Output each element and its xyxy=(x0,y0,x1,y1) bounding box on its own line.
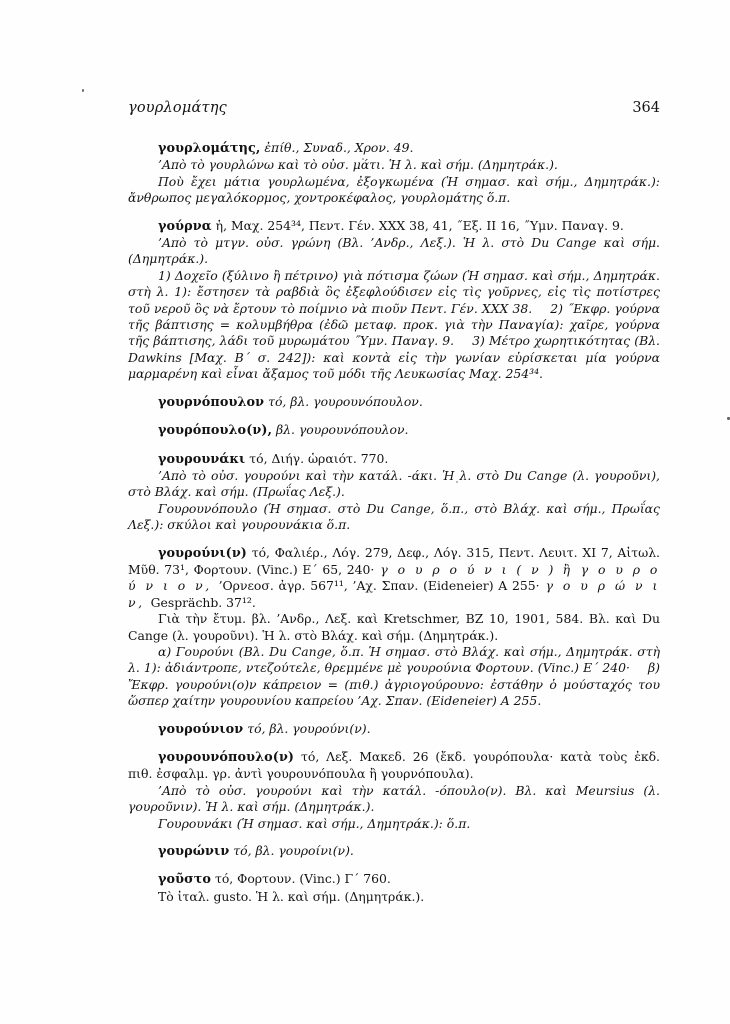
entry-head-references: τό, Διήγ. ὡραιότ. 770. xyxy=(245,450,389,466)
dictionary-entry xyxy=(128,545,660,710)
entry-senses xyxy=(128,268,660,383)
entry-text: ’Απὸ τὸ μτγν. οὐσ. γρώνη (Βλ. ’Ανδρ., Λεξ.). Ἡ λ. στὸ Du Cange καὶ σήμ. (Δημητράκ.). xyxy=(128,235,660,267)
entry-head-references: τό, βλ. γουροίνι(ν). xyxy=(229,843,354,859)
entry-lemma: γουρόπουλο(ν), xyxy=(158,423,273,439)
text-column xyxy=(128,140,660,905)
entry-text: Τὸ ἰταλ. gusto. Ἡ λ. καὶ σήμ. (Δημητράκ.). xyxy=(158,888,425,904)
entry-headline xyxy=(128,871,660,888)
entry-text: Γιὰ τὴν ἔτυμ. βλ. ’Ανδρ., Λεξ. καὶ Kretschmer, BZ 10, 1901, 584. Βλ. καὶ Du Cange (λ. γουροῦνι). Ἡ λ. στὸ Βλάχ. καὶ σήμ. (Δημητράκ.). xyxy=(128,611,660,643)
entry-headline xyxy=(128,422,660,439)
dictionary-entry xyxy=(128,843,660,860)
sense-alpha: α) Γουρούνι (Βλ. Du Cange, ὅ.π. Ἡ σημασ. στὸ Βλάχ. καὶ σήμ., Δημητράκ. στὴ λ. 1): ἀδιάντροπε, ντεζούτελε, θρεμμένε μὲ γουρούνια Φορτουν. (Vinc.) Ε΄ 240· xyxy=(128,643,660,676)
entry-references: ’Ορνεοσ. ἀγρ. 567¹¹, ’Αχ. Σπαν. (Eideneier) Α 255· xyxy=(213,578,540,594)
entry-text: ’Απὸ τὸ οὐσ. γουρούνι καὶ τὴν κατάλ. -όπουλο(ν). Βλ. καὶ Meursius (λ. γουροῦνιν). Ἡ λ. καὶ σήμ. (Δημητράκ.). xyxy=(128,782,660,815)
entry-lemma: γουρούνιον xyxy=(158,721,244,737)
entry-lemma: γουρουνόπουλο(ν) xyxy=(158,750,295,765)
entry-headline xyxy=(128,721,660,738)
dictionary-entry xyxy=(128,394,660,411)
entry-headline xyxy=(128,843,660,860)
entry-paragraph xyxy=(128,783,660,816)
entry-lemma: γούρνα xyxy=(158,218,212,234)
running-head-word: γουρλομάτης xyxy=(128,100,227,116)
entry-paragraph xyxy=(128,816,660,832)
entry-head-references: βλ. γουρουνόπουλον. xyxy=(272,422,409,438)
dictionary-entry xyxy=(128,451,660,534)
scan-speck xyxy=(82,89,84,92)
entry-senses xyxy=(128,644,660,710)
entry-etymology xyxy=(128,611,660,644)
entry-headline xyxy=(128,451,660,468)
entry-headline xyxy=(128,545,660,612)
entry-lemma: γουρνόπουλον xyxy=(158,394,265,410)
entry-paragraph xyxy=(128,501,660,534)
sense-three: 3) Μέτρο χωρητικότητας (Βλ. Dawkins [Μαχ. Β΄ σ. 242]): καὶ κοντὰ εἰς τὴν γωνίαν εὑρίσκεται μία γούρνα μαρμαρένη καὶ εἶναι ἄξαμος τοῦ μόδι τῆς Λευκωσίας Μαχ. 254³⁴. xyxy=(128,333,660,382)
variant-form: γ ο υ ρ ο ύ ν ι ο ν, xyxy=(128,561,660,594)
entry-text: Γουρουνόπουλο (Ἡ σημασ. στὸ Du Cange, ὅ.π., στὸ Βλάχ. καὶ σήμ., Πρωΐας Λεξ.): σκύλοι καὶ γουρουνάκια ὅ.π. xyxy=(128,500,660,533)
entry-lemma: γοῦστο xyxy=(158,872,212,888)
sense-beta: β) Ἔκφρ. γουρούνι(ο)ν κάπρειον = (πιθ.) ἀγριογούρουνο: ἐστάθην ὁ μούσταχός του ὥσπερ χαίτην γουρουνίου καπρείου ’Αχ. Σπαν. (Eideneier) Α 255. xyxy=(128,660,660,709)
entry-head-references: τό, Λεξ. Μακεδ. 26 (ἔκδ. γουρόπουλα· κατὰ τοὺς ἐκδ. πιθ. ἐσφαλμ. γρ. ἀντὶ γουρουνόπουλα ἢ γουρνόπουλα). xyxy=(128,749,660,782)
dictionary-entry xyxy=(128,871,660,905)
variant-conjunction: ἢ xyxy=(557,561,575,577)
dictionary-entry xyxy=(128,721,660,738)
entry-head-references: τό, βλ. γουρουνόπουλον. xyxy=(264,393,423,409)
entry-head-references: ἡ, Μαχ. 254³⁴, Πεντ. Γέν. XXX 38, 41, ˝Εξ. ΙΙ 16, ˝Υμν. Παναγ. 9. xyxy=(211,217,624,233)
entry-headline xyxy=(128,749,660,783)
dictionary-entry xyxy=(128,749,660,832)
entry-paragraph xyxy=(128,235,660,268)
entry-paragraph xyxy=(128,889,660,905)
dictionary-entry xyxy=(128,422,660,439)
entry-paragraph xyxy=(128,468,660,501)
running-head xyxy=(128,100,660,122)
entry-text: ’Απὸ τὸ γουρλώνω καὶ τὸ οὐσ. μάτι. Ἡ λ. καὶ σήμ. (Δημητράκ.). xyxy=(158,157,558,173)
entry-headline xyxy=(128,218,660,235)
entry-lemma: γουρουνάκι xyxy=(158,451,246,467)
entry-head-references: τό, Φορτουν. (Vinc.) Γ΄ 760. xyxy=(211,871,391,887)
entry-text: Γουρουνάκι (Ἡ σημασ. καὶ σήμ., Δημητράκ.): ὅ.π. xyxy=(158,815,471,831)
dictionary-entry xyxy=(128,140,660,207)
sense-one: 1) Δοχεῖο (ξύλινο ἢ πέτρινο) γιὰ πότισμα ζώων (Ἡ σημασ. καὶ σήμ., Δημητράκ. στὴ λ. 1): ἔστησεν τὰ ραβδιὰ ὃς ἐξεφλούδισεν εἰς τὶς γοῦρνες, εἰς τὶς ποτίστρες τοῦ νεροῦ ὃς νὰ ἔρτουν τὸ ποίμνιο νὰ πιοῦν Πεντ. Γέν. XXX 38. xyxy=(128,267,660,316)
variant-form: γ ο υ ρ ώ ν ι ν, xyxy=(128,578,660,610)
entry-head-references: τό, Φαλιέρ., Λόγ. 279, Δεφ., Λόγ. 315, Πεντ. Λευιτ. XI 7, Αἰτωλ. Μῦθ. 73¹, Φορτουν. (Vinc.) Ε΄ 65, 240· xyxy=(128,544,660,577)
entry-lemma: γουρώνιν xyxy=(158,844,230,860)
sense-two: 2) ˝Εκφρ. γούρνα τῆς βάπτισης = κολυμβήθρα (ἐδῶ μεταφ. προκ. γιὰ τὴν Παναγία): χαῖρε, γούρνα τῆς βάπτισης, λάδι τοῦ μυρωμάτου ˝Υμν. Παναγ. 9. xyxy=(128,300,660,349)
variant-form: γ ο υ ρ ο ύ ν ι ( ν ) xyxy=(380,561,556,577)
entry-text: Ποὺ ἔχει μάτια γουρλωμένα, ἐξογκωμένα (Ἡ σημασ. καὶ σήμ., Δημητράκ.): ἄνθρωπος μεγαλόκορμος, χοντροκέφαλος, γουρλομάτης ὅ.π. xyxy=(128,173,660,206)
entry-lemma: γουρούνι(ν) xyxy=(158,545,247,561)
dictionary-entry xyxy=(128,218,660,383)
entry-text: ’Απὸ τὸ οὐσ. γουρούνι καὶ τὴν κατάλ. -άκι. Ἡ λ. στὸ Du Cange (λ. γουροῦνι), στὸ Βλάχ. καὶ σήμ. (Πρωΐας Λεξ.). xyxy=(128,467,660,500)
entry-head-references: τό, βλ. γουρούνι(ν). xyxy=(243,720,371,736)
entry-head-references: ἐπίθ., Συναδ., Χρον. 49. xyxy=(260,140,414,155)
page-number: 364 xyxy=(632,100,660,116)
entry-paragraph xyxy=(128,174,660,207)
entry-headline xyxy=(128,140,660,157)
entry-paragraph xyxy=(128,157,660,173)
entry-headline xyxy=(128,394,660,411)
entry-lemma: γουρλομάτης, xyxy=(158,141,261,156)
entry-references: Gesprächb. 37¹². xyxy=(146,594,256,610)
